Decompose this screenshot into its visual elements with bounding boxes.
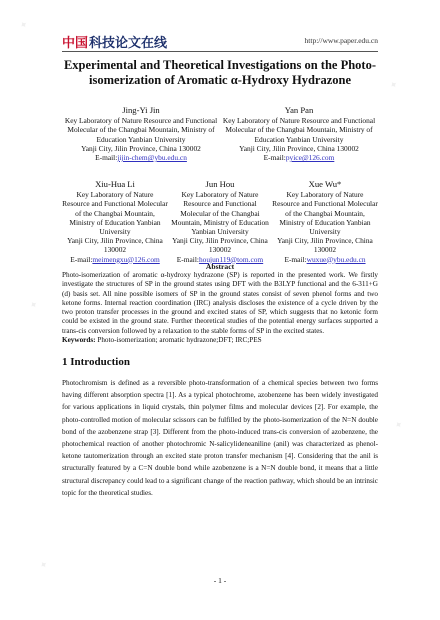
author-address: Yanji City, Jilin Province, China 130002 <box>67 236 163 255</box>
keywords-label: Keywords: <box>62 336 96 344</box>
author-affiliation: Key Laboratory of Nature Resource and Functional Molecular of the Changbai Mountain, Ministry of Education Yanbian University <box>64 116 218 144</box>
author-email-link[interactable]: pyice@126.com <box>285 153 335 163</box>
header-url[interactable]: http://www.paper.edu.cn <box>304 36 378 45</box>
author-name: Yan Pan <box>284 105 314 115</box>
author-block <box>272 180 378 264</box>
author-block <box>62 106 220 162</box>
watermark-mark: ✦ <box>37 558 51 573</box>
header-divider <box>62 51 378 52</box>
author-block <box>62 180 168 264</box>
author-email-link[interactable]: houjun119@tom.com <box>198 254 264 264</box>
author-name: Jing-Yi Jin <box>122 105 160 115</box>
author-affiliation: Key Laboratory of Nature Resource and Functional Molecular of the Changbai Mountain, Ministry of Education Yanbian University <box>171 190 269 237</box>
email-label: E-mail: <box>284 254 307 264</box>
author-email-line <box>62 153 220 162</box>
author-email-line <box>220 153 378 162</box>
logo-text: 科技论文在线 <box>89 35 168 51</box>
author-name: Xue Wu* <box>308 179 342 189</box>
watermark-mark: ✦ <box>392 418 406 433</box>
watermark-mark: ✦ <box>27 298 41 313</box>
email-label: E-mail: <box>70 254 93 264</box>
paper-title: Experimental and Theoretical Investigations on the Photo-isomerization of Aromatic α-Hydroxy Hydrazone <box>63 58 377 87</box>
email-label: E-mail: <box>263 153 286 163</box>
abstract-heading: Abstract <box>205 262 235 271</box>
watermark-mark: ✦ <box>387 78 401 93</box>
keywords-line <box>62 336 378 344</box>
section-body: Photochromism is defined as a reversible photo-transformation of a chemical species between two forms having different absorption spectra [1]. As a typical photochrome, azobenzene has been widely investigated for various applications in liquid crystals, thin polymer films and molecular devices [2]. For example, the photo-controlled motion of molecular scissors can be fulfilled by the photo-isomerization of the N=N double bond of the azobenzene strap [3]. Different from the photo-induced trans-cis conversion of azobenzene, the photochemical reaction of another photochromic N-salicylideneaniline (anil) was characterized as phenol-ketone tautomerization through an excited state proton transfer mechanism [4]. Considering that the anil is structurally featured by a C=N double bond while azobenzene is a N=N double bond, it means that a little structural discrepancy could lead to a significant change of the reaction pathway, which should be an intrinsic topic for the theoretical studies. <box>62 379 378 497</box>
site-logo[interactable] <box>62 32 167 50</box>
author-name: Jun Hou <box>205 179 235 189</box>
abstract-body: Photo-isomerization of aromatic α-hydroxy hydrazone (SP) is reported in the presented work. We firstly investigate the structures of SP in the ground states using DFT with the B3LYP functional and the 6-311+G (d) basis set. All nine possible isomers of SP in the ground states consist of seven phenol forms and two ketone forms. Internal reaction coordination (IRC) analysis discloses the existence of a cycle driven by the two proton transfer processes in the ground and excited states of SP, which suggests that no ketonic form could be existed in the ground state. Further theoretical studies of the potential energy surfaces supported a trans-cis conversion followed by a relaxation to the stable forms of SP in the excited states. <box>62 271 378 335</box>
section-heading: 1 Introduction <box>62 356 130 368</box>
author-address: Yanji City, Jilin Province, China 130002 <box>172 236 268 255</box>
author-affiliation: Key Laboratory of Nature Resource and Functional Molecular of the Changbai Mountain, Ministry of Education Yanbian University <box>62 190 168 237</box>
author-address: Yanji City, Jilin Province, China 130002 <box>81 143 201 153</box>
author-email-link[interactable]: jijin-chem@ybu.edu.cn <box>117 153 187 163</box>
author-block <box>168 180 272 264</box>
watermark-mark: ✦ <box>17 18 31 33</box>
author-name: Xiu-Hua Li <box>95 179 135 189</box>
keywords-text: Photo-isomerization; aromatic hydrazone;DFT; IRC;PES <box>95 336 262 344</box>
author-address: Yanji City, Jilin Province, China 130002 <box>277 236 373 255</box>
author-email-link[interactable]: wuxue@ybu.edu.cn <box>306 254 366 264</box>
author-block <box>220 106 378 162</box>
author-affiliation: Key Laboratory of Nature Resource and Functional Molecular of the Changbai Mountain, Ministry of Education Yanbian University <box>272 190 378 237</box>
logo-mark: 中国 <box>62 35 89 51</box>
author-affiliation: Key Laboratory of Nature Resource and Functional Molecular of the Changbai Mountain, Ministry of Education Yanbian University <box>222 116 376 144</box>
author-email-link[interactable]: meimengxu@126.com <box>92 254 160 264</box>
author-address: Yanji City, Jilin Province, China 130002 <box>239 143 359 153</box>
email-label: E-mail: <box>176 254 199 264</box>
page-number: - 1 - <box>213 576 227 585</box>
email-label: E-mail: <box>95 153 118 163</box>
